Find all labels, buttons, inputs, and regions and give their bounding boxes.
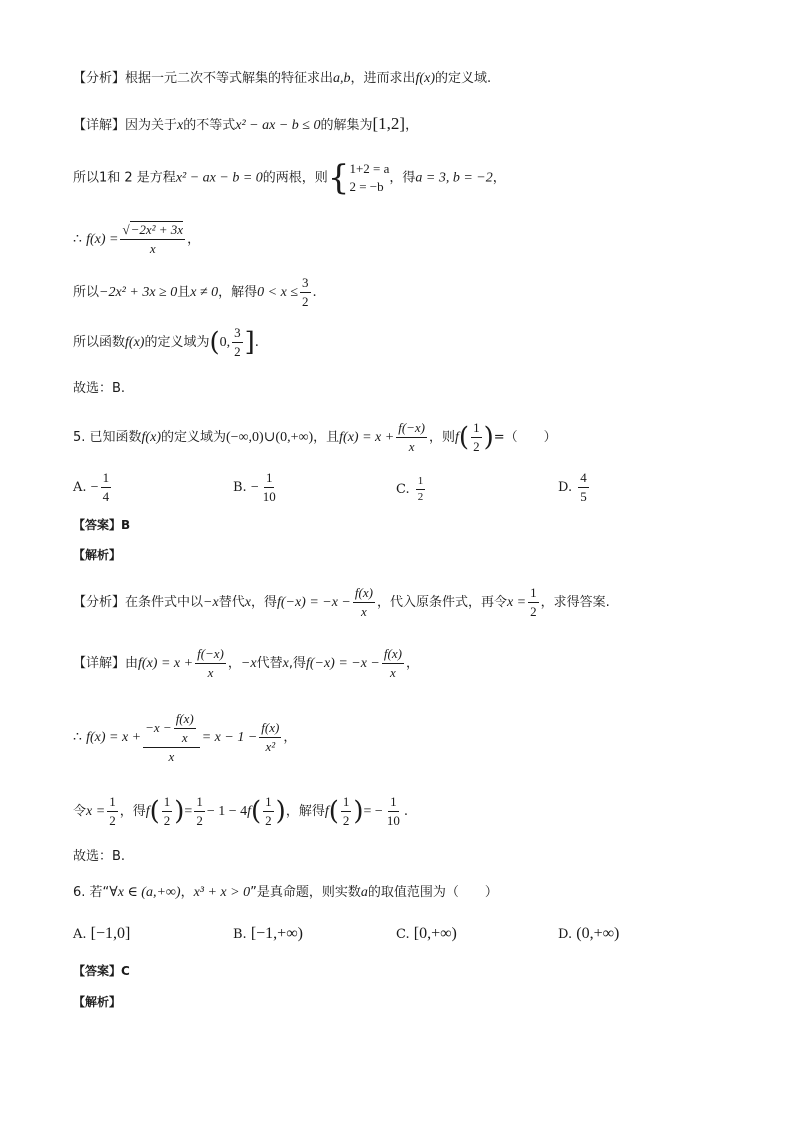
- math-condition: −2x² + 3x ≥ 0: [99, 285, 178, 300]
- fraction-den: 2: [234, 344, 241, 359]
- math-inequality: x² − ax − b ≤ 0: [235, 118, 321, 133]
- option-letter: D.: [558, 480, 573, 495]
- analysis-tag: 【分析】: [73, 595, 126, 610]
- math-rhs: − 1 − 4: [206, 804, 248, 819]
- fraction: [259, 720, 281, 755]
- math-fx: f(x): [125, 335, 145, 350]
- detail-text: 的解集为: [320, 118, 373, 133]
- question-text: ，且: [313, 430, 340, 445]
- answer-block-6: [73, 962, 130, 980]
- detail-text: 的不等式: [183, 118, 236, 133]
- equals: = −: [363, 804, 383, 819]
- fraction-den: x: [149, 241, 156, 256]
- roots-text: ，得: [389, 170, 416, 186]
- question-tail: =（ ）: [493, 430, 557, 445]
- analysis-text: ，得: [250, 595, 277, 610]
- fraction-den: 2: [196, 813, 203, 828]
- domain-line: [73, 325, 259, 361]
- option-letter: B.: [233, 927, 247, 942]
- fraction-den: x: [181, 729, 188, 745]
- option-value: [−1,0]: [90, 925, 131, 942]
- question-text: ，: [180, 885, 194, 900]
- left-paren: (: [328, 796, 339, 827]
- answer-value: C: [121, 964, 130, 978]
- punctuation: .: [254, 335, 259, 350]
- option-fraction: [416, 475, 426, 504]
- analysis-text: ，求得答案.: [540, 595, 610, 610]
- right-paren: ): [275, 796, 286, 827]
- equation-system: [349, 160, 389, 196]
- condition-text: ，解得: [218, 285, 258, 300]
- left-brace: {: [327, 158, 350, 198]
- math-negx: −x: [240, 656, 257, 671]
- punctuation: .: [403, 804, 408, 819]
- fraction-num: f(−x): [396, 420, 427, 438]
- analysis-header-5: 【解析】: [73, 548, 122, 562]
- detail-line-1: [73, 115, 418, 135]
- math-condition: x ≠ 0: [190, 285, 219, 300]
- fraction-num: 1: [264, 470, 275, 488]
- math-simplified: = x − 1 −: [201, 730, 258, 745]
- punctuation: ，: [283, 730, 297, 745]
- fraction-den: 2: [530, 604, 537, 619]
- option-letter: D.: [558, 927, 573, 942]
- answer-tag: 【答案】: [73, 964, 122, 978]
- math-inequality: x³ + x > 0: [193, 885, 251, 900]
- fraction-half: [528, 585, 539, 620]
- fraction-half: [194, 794, 205, 829]
- interval-start: 0,: [219, 335, 231, 350]
- math-quantifier: ∀x ∈ (a,+∞): [109, 885, 181, 900]
- math-x: x: [177, 118, 184, 133]
- fraction-den: 10: [262, 489, 276, 504]
- option-value: (0,+∞): [576, 925, 620, 942]
- option-value: [0,+∞): [413, 925, 457, 942]
- fx-definition-line: [73, 222, 200, 258]
- fraction-num: 3: [300, 275, 311, 293]
- analysis-text: ，代入原条件式，再令: [376, 595, 507, 610]
- detail-text: ，: [405, 118, 419, 133]
- fraction: [300, 275, 311, 310]
- analysis-text: 根据一元二次不等式解集的特征求出: [125, 71, 334, 86]
- fraction-half: [263, 794, 274, 829]
- compound-fraction: [143, 711, 200, 765]
- option-letter: A.: [73, 480, 87, 495]
- fraction-num: 3: [232, 325, 243, 343]
- math-x: x: [244, 595, 251, 610]
- option-sign: −: [90, 480, 99, 495]
- roots-text: ，: [492, 170, 506, 186]
- compound-den: x: [168, 748, 175, 764]
- analysis-line-1: [73, 70, 491, 88]
- answer-value: B: [121, 518, 131, 532]
- right-paren: ): [353, 796, 364, 827]
- fraction-den: 2: [342, 813, 350, 828]
- fraction-den: 2: [163, 813, 171, 828]
- option-letter: B.: [233, 480, 247, 495]
- fraction-den: x: [408, 439, 415, 454]
- right-paren: ): [174, 796, 185, 827]
- domain-text: 的定义域为: [144, 335, 210, 350]
- question-label: 6. 若“: [73, 885, 110, 900]
- condition-line: [73, 275, 317, 311]
- step-text: ，得: [119, 804, 146, 819]
- fraction: [353, 585, 375, 620]
- analysis-text: ，进而求出: [350, 71, 416, 86]
- fraction-num: 1: [388, 794, 399, 812]
- fraction-num: f(−x): [195, 646, 226, 664]
- answer-tag: 【答案】: [73, 518, 122, 532]
- math-result: a = 3, b = −2: [415, 170, 493, 186]
- question-text: 的取值范围为（ ）: [367, 885, 498, 900]
- sqrt-fraction: [120, 222, 185, 257]
- detail-text: ,得: [288, 656, 306, 671]
- step-text: 令: [73, 804, 87, 819]
- compound-num: [143, 711, 200, 748]
- question-text: ，则: [429, 430, 456, 445]
- fraction-num: 1: [528, 585, 539, 603]
- right-paren: ): [483, 422, 494, 453]
- fraction-num: 1: [471, 420, 482, 438]
- option-fraction: [578, 470, 589, 505]
- sqrt-symbol: √: [122, 222, 130, 237]
- left-paren: (: [458, 422, 470, 453]
- question-6: [73, 884, 498, 902]
- condition-text: 所以: [73, 285, 100, 300]
- math-equation: x² − ax − b = 0: [175, 170, 263, 186]
- analysis-text: 替代: [218, 595, 245, 610]
- analysis-text: 在条件式中以: [125, 595, 204, 610]
- option-b[interactable]: [233, 925, 303, 943]
- fraction-num: 1: [341, 794, 352, 812]
- punctuation: ，: [187, 232, 201, 247]
- roots-text: 的两根，则: [262, 170, 328, 186]
- option-fraction: [101, 470, 112, 505]
- q5-analysis-line: [73, 585, 610, 621]
- fraction-den: 2: [265, 813, 272, 828]
- math-ab: a,b: [333, 71, 351, 86]
- system-row-1: 1+2 = a: [349, 161, 390, 176]
- math-domain: (−∞,0)∪(0,+∞): [226, 430, 314, 445]
- option-letter: A.: [73, 927, 87, 942]
- domain-text: 所以函数: [73, 335, 126, 350]
- detail-text: 由: [125, 656, 139, 671]
- fraction-half: [341, 794, 352, 829]
- option-letter: C.: [396, 927, 410, 942]
- answer-line-1: 故选：B.: [73, 381, 126, 396]
- fraction-den: 5: [580, 489, 587, 504]
- q5-step2-line: [73, 708, 296, 768]
- fraction: [195, 646, 226, 681]
- math-equation: f(−x) = −x −: [276, 595, 351, 610]
- detail-text: 代替: [256, 656, 283, 671]
- fraction-num: 1: [194, 794, 205, 812]
- math-let: x =: [86, 804, 106, 819]
- punctuation: .: [312, 285, 317, 300]
- equals: =: [184, 804, 193, 819]
- fraction-den: x: [207, 665, 214, 680]
- math-f: f: [247, 804, 251, 819]
- fraction-num: f(x): [259, 720, 281, 738]
- answer-line-2: 故选：B.: [73, 849, 126, 864]
- math-equation: f(−x) = −x −: [305, 656, 380, 671]
- math-negx: −x: [203, 595, 219, 610]
- punctuation: ，: [405, 656, 419, 671]
- fraction-num: 1: [416, 475, 426, 490]
- detail-text: ，: [227, 656, 241, 671]
- fraction-den: 2: [473, 439, 480, 454]
- option-a[interactable]: [73, 925, 130, 943]
- math-range: 0 < x ≤: [257, 285, 299, 300]
- fraction-result: [385, 794, 402, 829]
- detail-text: 因为关于: [125, 118, 178, 133]
- detail-tag: 【详解】: [73, 118, 126, 133]
- option-sign: −: [250, 480, 259, 495]
- math-definition: f(x) = x +: [86, 730, 142, 745]
- math-fx: f(x): [141, 430, 161, 445]
- fraction-half: [471, 420, 482, 455]
- math-x: x: [282, 656, 289, 671]
- fraction-half: [162, 794, 173, 829]
- option-d[interactable]: [558, 925, 619, 943]
- fraction-num: 1: [162, 794, 173, 812]
- roots-line: [73, 160, 506, 197]
- fraction: [396, 420, 427, 455]
- sqrt-content: −2x² + 3x: [130, 222, 184, 237]
- left-paren: (: [251, 796, 262, 827]
- analysis-header-6: 【解析】: [73, 995, 122, 1009]
- math-definition: f(x) = x +: [138, 656, 194, 671]
- option-a[interactable]: [73, 470, 113, 505]
- q5-detail-line: [73, 646, 419, 682]
- fraction-num: 1: [107, 794, 118, 812]
- fraction-num: f(x): [353, 585, 375, 603]
- step-text: ，解得: [285, 804, 325, 819]
- option-b[interactable]: [233, 470, 280, 505]
- math-solution-set: [1,2]: [372, 114, 406, 133]
- math-var: a: [360, 885, 368, 900]
- math-fx: f(x): [415, 71, 435, 86]
- option-c[interactable]: [396, 475, 427, 504]
- system-row-2: 2 = −b: [349, 179, 384, 194]
- fraction-num: 1: [101, 470, 112, 488]
- fraction-den: x: [390, 665, 396, 680]
- fraction-den: 2: [109, 813, 116, 828]
- question-text: ”是真命题，则实数: [250, 885, 361, 900]
- condition-text: 且: [177, 285, 191, 300]
- inner-fraction: [174, 711, 196, 746]
- option-c[interactable]: [396, 925, 457, 943]
- question-text: 的定义域为: [160, 430, 226, 445]
- fraction-num: 4: [578, 470, 589, 488]
- fraction-half: [107, 794, 118, 829]
- analysis-tag: 【分析】: [73, 71, 126, 86]
- fraction-den: x²: [265, 739, 276, 754]
- math-definition: f(x) = x +: [339, 430, 395, 445]
- left-paren: (: [149, 796, 160, 827]
- fraction-den: 10: [386, 813, 400, 828]
- right-bracket: ]: [244, 327, 255, 358]
- option-fraction: [261, 470, 278, 505]
- question-5: [73, 420, 557, 456]
- math-f: f: [455, 430, 459, 445]
- compound-num-text: −x −: [145, 720, 172, 735]
- question-label: 5. 已知函数: [73, 430, 142, 445]
- fraction-den: x: [361, 604, 367, 619]
- option-value: [−1,+∞): [250, 925, 303, 942]
- therefore-symbol: ∴: [73, 730, 82, 745]
- left-paren: (: [209, 327, 220, 358]
- option-letter: C.: [396, 482, 410, 497]
- fraction-num: f(x): [382, 646, 404, 664]
- fraction: [382, 646, 404, 681]
- option-d[interactable]: [558, 470, 591, 505]
- fraction-num: 1: [263, 794, 274, 812]
- fraction-den: 4: [102, 489, 110, 504]
- math-lhs: f(x) =: [86, 232, 119, 247]
- fraction: [232, 325, 243, 360]
- therefore-symbol: ∴: [73, 232, 82, 247]
- answer-block-5: [73, 516, 130, 534]
- math-let: x =: [506, 595, 527, 610]
- fraction-den: 2: [302, 294, 309, 309]
- q5-step3-line: [73, 792, 408, 832]
- roots-text: 所以1和 2 是方程: [73, 170, 176, 186]
- analysis-text: 的定义域.: [434, 71, 492, 86]
- math-f: f: [324, 804, 329, 819]
- fraction-den: 2: [417, 491, 424, 503]
- math-f: f: [145, 804, 150, 819]
- detail-tag: 【详解】: [73, 656, 126, 671]
- fraction-num: f(x): [174, 711, 196, 729]
